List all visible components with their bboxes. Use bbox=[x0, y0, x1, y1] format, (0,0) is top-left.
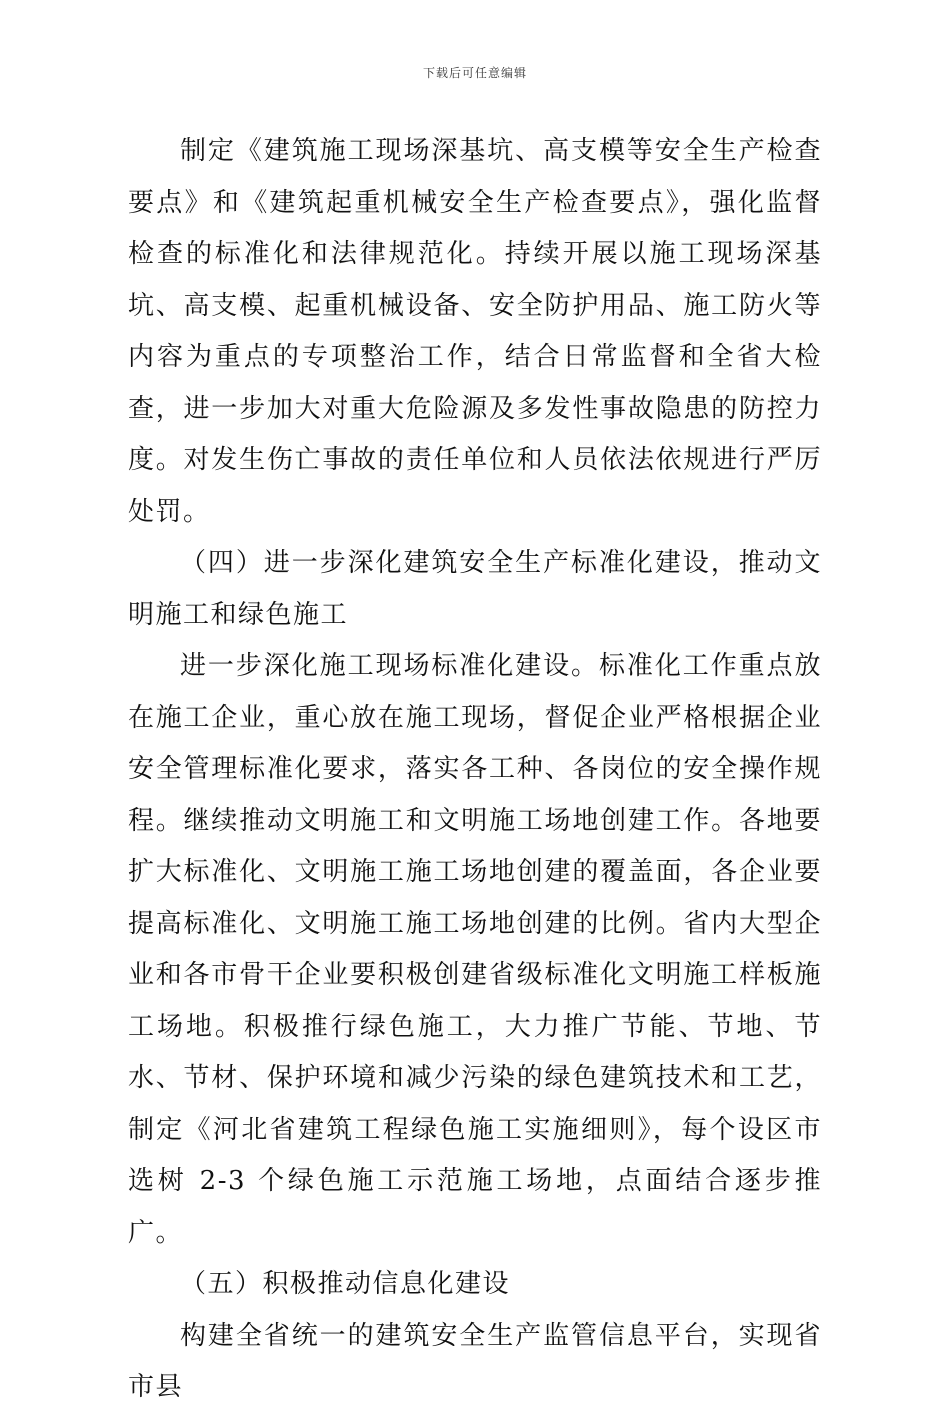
section-heading-five: （五）积极推动信息化建设 bbox=[180, 1269, 511, 1299]
paragraph-standardization: 进一步深化施工现场标准化建设。标准化工作重点放在施工企业，重心放在施工现场，督促企业严格根据企业安全管理标准化要求，落实各工种、各岗位的安全操作规程。继续推动文明施工和文明施工场地创建工作。各地要扩大标准化、文明施工施工场地创建的覆盖面，各企业要提高标准化、文明施工施工场地创建的比例。省内大型企业和各市骨干企业要积极创建省级标准化文明施工样板施工场地。积极推行绿色施工，大力推广节能、节地、节水、节材、保护环境和减少污染的绿色建筑技术和工艺，制定《河北省建筑工程绿色施工实施细则》，每个设区市选树 2-3 个绿色施工示范施工场地，点面结合逐步推广。 bbox=[128, 651, 822, 1248]
paragraph-informatization: 构建全省统一的建筑安全生产监管信息平台，实现省市县 bbox=[128, 1320, 822, 1402]
paragraph-inspection-standards: 制定《建筑施工现场深基坑、高支模等安全生产检查要点》和《建筑起重机械安全生产检查要点》，强化监督检查的标准化和法律规范化。持续开展以施工现场深基坑、高支模、起重机械设备、安全防护用品、施工防火等内容为重点的专项整治工作，结合日常监督和全省大检查，进一步加大对重大危险源及多发性事故隐患的防控力度。对发生伤亡事故的责任单位和人员依法依规进行严厉处罚。 bbox=[128, 136, 822, 527]
document-body bbox=[128, 126, 822, 1414]
section-heading-four: （四）进一步深化建筑安全生产标准化建设，推动文明施工和绿色施工 bbox=[128, 548, 822, 630]
header-note: 下载后可任意编辑 bbox=[422, 66, 527, 80]
